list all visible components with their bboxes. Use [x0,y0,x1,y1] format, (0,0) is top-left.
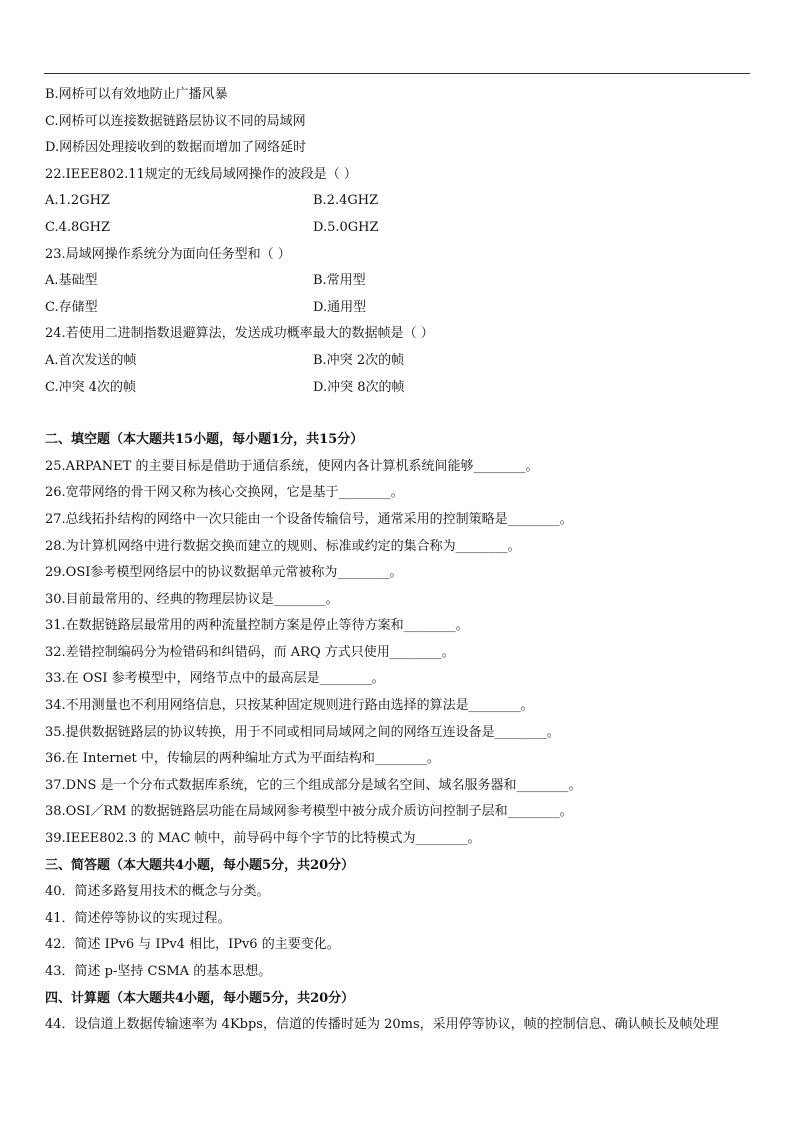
section-spacer [45,401,765,427]
option-a: A.基础型 [45,273,98,289]
option-c: C.存储型 [45,299,98,315]
question-38: 38.OSI／RM 的数据链路层功能在局域网参考模型中被分成介质访问控制子层和________。 [45,804,573,820]
question-23: 23.局域网操作系统分为面向任务型和（ ） [45,246,291,262]
question-30: 30.目前最常用的、经典的物理层协议是________。 [45,591,339,607]
question-24: 24.若使用二进制指数退避算法，发送成功概率最大的数据帧是（ ） [45,326,434,342]
option-c: C.4.8GHZ [45,219,111,235]
option-d: D.5.0GHZ [313,219,379,235]
option-row [45,268,765,295]
option-b: B.2.4GHZ [313,193,379,209]
option-row [45,188,765,215]
question-29: 29.OSI参考模型网络层中的协议数据单元常被称为________。 [45,565,403,581]
question-36: 36.在 Internet 中，传输层的两种编址方式为平面结构和________。 [45,751,440,767]
question-26: 26.宽带网络的骨干网又称为核心交换网，它是基于________。 [45,485,404,501]
question-28: 28.为计算机网络中进行数据交换而建立的规则、标准或约定的集合称为________。 [45,538,521,554]
option-row [45,295,765,322]
question-42: 42．简述 IPv6 与 IPv4 相比，IPv6 的主要变化。 [45,937,340,953]
question-44: 44．设信道上数据传输速率为 4Kbps，信道的传播时延为 20ms，采用停等协议，帧的控制信息、确认帧长及帧处理 [45,1017,719,1033]
question-22: 22.IEEE802.11规定的无线局域网操作的波段是（ ） [45,166,357,182]
question-41: 41．简述停等协议的实现过程。 [45,910,231,926]
option-b: B.冲突 2次的帧 [313,352,405,368]
question-25: 25.ARPANET 的主要目标是借助于通信系统，使网内各计算机系统间能够________。 [45,458,539,474]
option-a: A.1.2GHZ [45,193,110,209]
calculation-section [45,986,765,1039]
question-40: 40．简述多路复用技术的概念与分类。 [45,884,270,900]
question-32: 32.差错控制编码分为检错码和纠错码，而 ARQ 方式只使用________。 [45,644,455,660]
question-27: 27.总线拓扑结构的网络中一次只能由一个设备传输信号，通常采用的控制策略是________。 [45,511,573,527]
question-39: 39.IEEE802.3 的 MAC 帧中，前导码中每个字节的比特模式为________。 [45,831,481,847]
mc-option-line: D.网桥因处理接收到的数据而增加了网络延时 [45,140,307,156]
option-row [45,375,765,402]
option-c: C.冲突 4次的帧 [45,379,137,395]
option-d: D.冲突 8次的帧 [313,379,405,395]
mc-option-line: C.网桥可以连接数据链路层协议不同的局域网 [45,113,306,129]
header-rule [44,73,750,74]
question-37: 37.DNS 是一个分布式数据库系统，它的三个组成部分是域名空间、域名服务器和________。 [45,777,582,793]
short-answer-section [45,853,765,986]
option-a: A.首次发送的帧 [45,352,137,368]
option-d: D.通用型 [313,299,367,315]
mc-option-line: B.网桥可以有效地防止广播风暴 [45,87,228,102]
multiple-choice-continuation [45,82,765,401]
question-31: 31.在数据链路层最常用的两种流量控制方案是停止等待方案和________。 [45,618,469,634]
fill-blank-section [45,427,765,853]
option-row [45,215,765,242]
question-35: 35.提供数据链路层的协议转换，用于不同或相同局域网之间的网络互连设备是________。 [45,724,560,740]
section-heading-calc: 四、计算题（本大题共4小题，每小题5分，共20分） [45,990,355,1006]
section-heading-fill: 二、填空题（本大题共15小题，每小题1分，共15分） [45,432,364,448]
question-33: 33.在 OSI 参考模型中，网络节点中的最高层是________。 [45,671,385,687]
option-b: B.常用型 [313,273,366,289]
exam-page [45,82,765,1039]
question-34: 34.不用测量也不利用网络信息，只按某种固定规则进行路由选择的算法是________。 [45,698,534,714]
question-43: 43．简述 p-坚持 CSMA 的基本思想。 [45,964,272,979]
section-heading-short: 三、简答题（本大题共4小题，每小题5分，共20分） [45,857,355,873]
option-row [45,348,765,375]
